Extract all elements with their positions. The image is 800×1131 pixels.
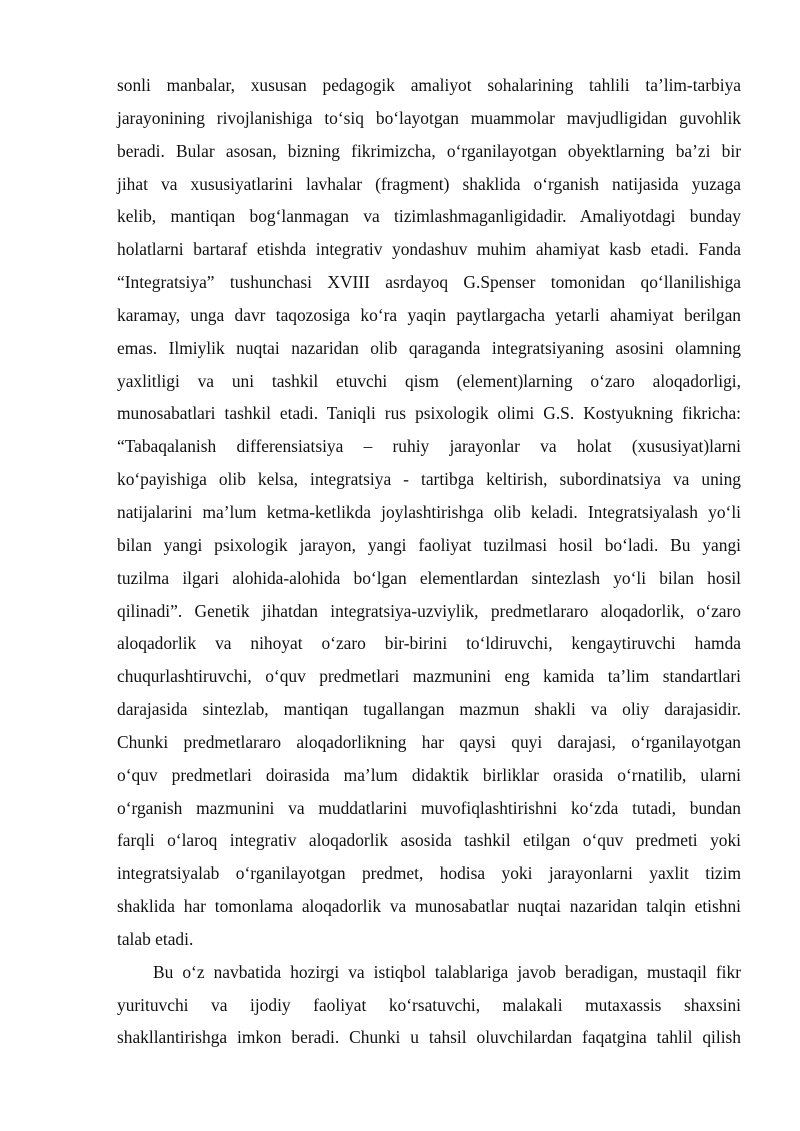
body-text — [117, 69, 741, 1054]
text-line: emas. Ilmiylik nuqtai nazaridan olib qaraganda integratsiyaning asosini olamning — [117, 337, 741, 358]
text-line: sonli manbalar, xususan pedagogik amaliyot sohalarining tahlili ta’lim-tarbiya — [117, 75, 741, 95]
text-line: bilan yangi psixologik jarayon, yangi faoliyat tuzilmasi hosil bo‘ladi. Bu yangi — [117, 534, 741, 555]
text-line: yaxlitligi va uni tashkil etuvchi qism (element)larning o‘zaro aloqadorligi, — [117, 370, 741, 391]
text-line: chuqurlashtiruvchi, o‘quv predmetlari mazmunini eng kamida ta’lim standartlari — [117, 666, 741, 687]
text-line: munosabatlari tashkil etadi. Taniqli rus psixologik olimi G.S. Kostyukning fikricha: — [117, 403, 741, 424]
text-line: beradi. Bular asosan, bizning fikrimizcha, o‘rganilayotgan obyektlarning ba’zi bir — [117, 140, 741, 161]
text-line: qilinadi”. Genetik jihatdan integratsiya-uzviylik, predmetlararo aloqadorlik, o‘zaro — [117, 600, 741, 621]
text-line: Chunki predmetlararo aloqadorlikning har qaysi quyi darajasi, o‘rganilayotgan — [117, 731, 741, 752]
text-line: yurituvchi va ijodiy faoliyat ko‘rsatuvchi, malakali mutaxassis shaxsini — [117, 994, 741, 1015]
text-line: natijalarini ma’lum ketma-ketlikda joylashtirishga olib keladi. Integratsiyalash yo‘li — [117, 501, 741, 522]
text-line: “Integratsiya” tushunchasi XVIII asrdayoq G.Spenser tomonidan qo‘llanilishiga — [117, 272, 741, 293]
text-line: holatlarni bartaraf etishda integrativ yondashuv muhim ahamiyat kasb etadi. Fanda — [117, 239, 741, 260]
text-line: tuzilma ilgari alohida-alohida bo‘lgan elementlardan sintezlash yo‘li bilan hosil — [117, 567, 741, 588]
text-line: aloqadorlik va nihoyat o‘zaro bir-birini to‘ldiruvchi, kengaytiruvchi hamda — [117, 633, 741, 654]
paragraph-end-line: talab etadi. — [117, 928, 194, 949]
text-line: jihat va xususiyatlarini lavhalar (fragment) shaklida o‘rganish natijasida yuzaga — [117, 173, 741, 194]
text-line: o‘quv predmetlari doirasida ma’lum didaktik birliklar orasida o‘rnatilib, ularni — [117, 764, 741, 785]
text-line: “Tabaqalanish differensiatsiya – ruhiy jarayonlar va holat (xususiyat)larni — [117, 436, 741, 457]
text-line: integratsiyalab o‘rganilayotgan predmet, hodisa yoki jarayonlarni yaxlit tizim — [117, 863, 741, 884]
text-line: jarayonining rivojlanishiga to‘siq bo‘layotgan muammolar mavjudligidan guvohlik — [117, 107, 741, 128]
text-line: o‘rganish mazmunini va muddatlarini muvofiqlashtirishni ko‘zda tutadi, bundan — [117, 797, 741, 818]
paragraph-start-line: Bu o‘z navbatida hozirgi va istiqbol talablariga javob beradigan, mustaqil fikr — [153, 961, 741, 982]
text-line: darajasida sintezlab, mantiqan tugallangan mazmun shakli va oliy darajasidir. — [117, 699, 741, 720]
text-line: karamay, unga davr taqozosiga ko‘ra yaqin paytlargacha yetarli ahamiyat berilgan — [117, 304, 741, 325]
text-line: ko‘payishiga olib kelsa, integratsiya - tartibga keltirish, subordinatsiya va uning — [117, 469, 741, 490]
text-line: kelib, mantiqan bog‘lanmagan va tizimlashmaganligidadir. Amaliyotdagi bunday — [117, 206, 741, 227]
text-line: shaklida har tomonlama aloqadorlik va munosabatlar nuqtai nazaridan talqin etishni — [117, 896, 741, 917]
text-line: farqli o‘laroq integrativ aloqadorlik asosida tashkil etilgan o‘quv predmeti yoki — [117, 830, 741, 851]
text-line: shakllantirishga imkon beradi. Chunki u tahsil oluvchilardan faqatgina tahlil qilish — [117, 1027, 741, 1048]
